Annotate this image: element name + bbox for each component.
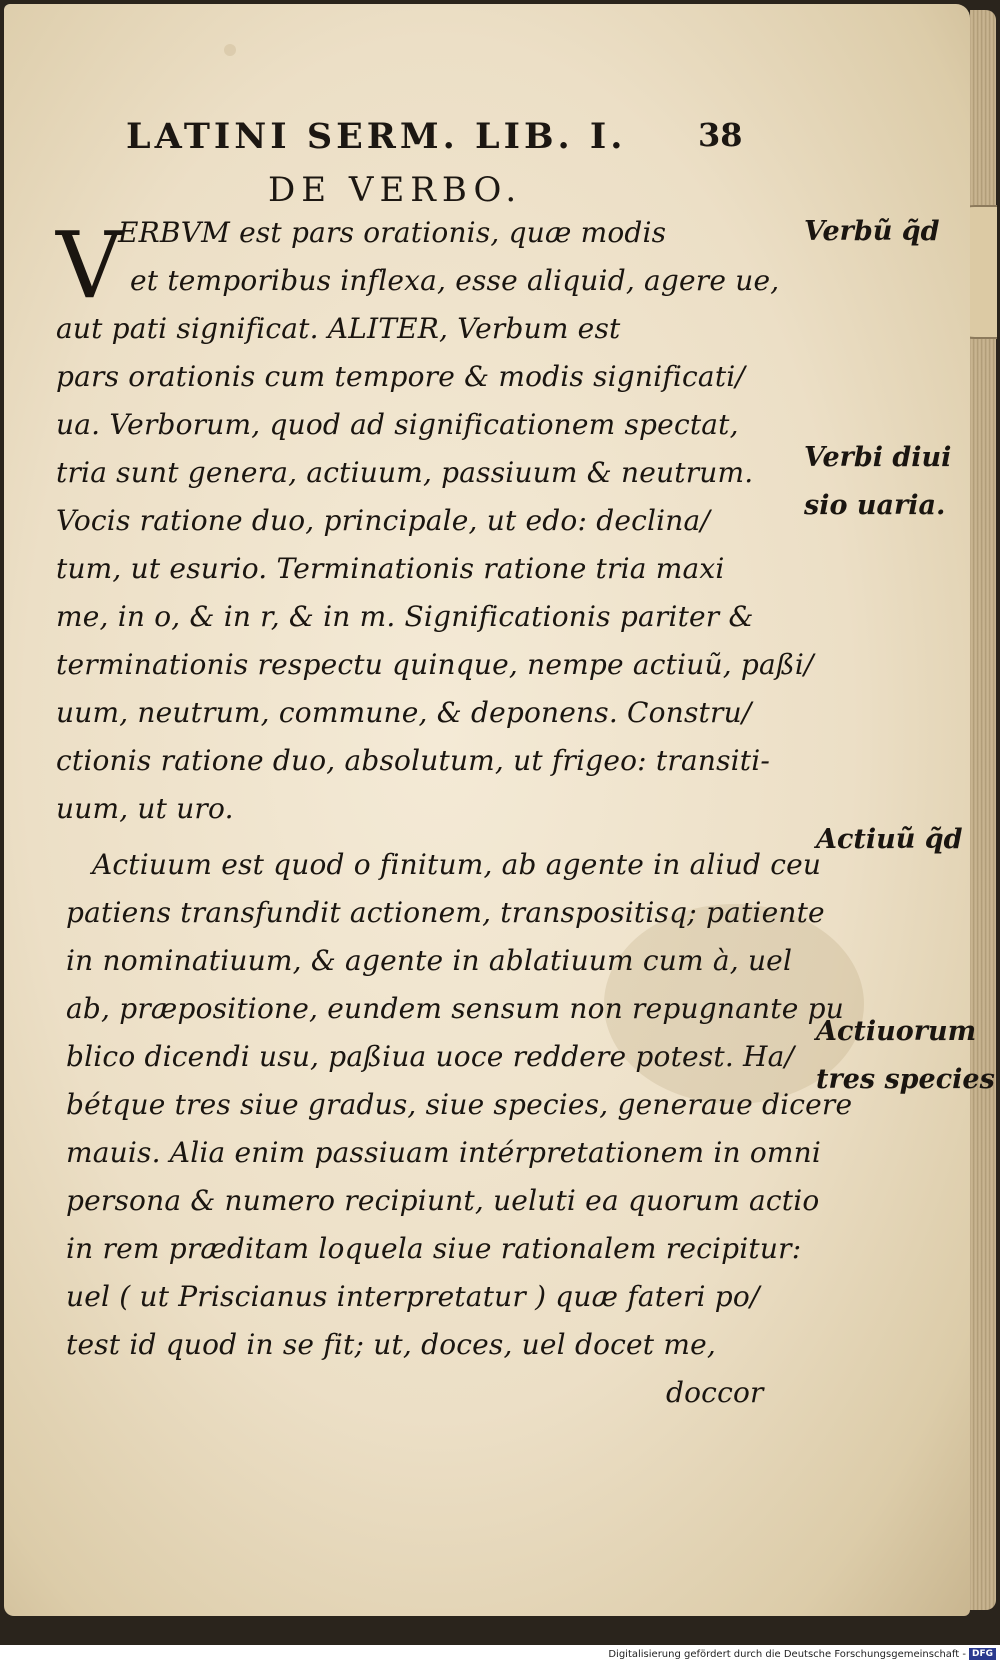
chapter-title: DE VERBO. (268, 170, 523, 210)
folio-number: 38 (698, 116, 743, 154)
text-line: et temporibus inflexa, esse aliquid, agere ue, (130, 264, 780, 297)
margin-note: Actiuorum (816, 1016, 977, 1047)
text-line: test id quod in se fit; ut, doces, uel docet me, (66, 1328, 716, 1361)
margin-note: Verbi diui (804, 442, 952, 473)
text-line: uel ( ut Priscianus interpretatur ) quæ fateri po/ (66, 1280, 760, 1313)
running-title: LATINI SERM. LIB. I. (126, 116, 627, 157)
text-line: tum, ut esurio. Terminationis ratione tria maxi (56, 552, 725, 585)
dfg-logo: DFG (969, 1648, 996, 1660)
text-line: in nominatiuum, & agente in ablatiuum cum à, uel (66, 944, 793, 977)
text-line: Vocis ratione duo, principale, ut edo: declina/ (56, 504, 711, 537)
text-line: tria sunt genera, actiuum, passiuum & neutrum. (56, 456, 754, 489)
text-line: mauis. Alia enim passiuam intérpretationem in omni (66, 1136, 822, 1169)
text-line: uum, neutrum, commune, & deponens. Constru/ (56, 696, 752, 729)
text-line: Actiuum est quod o finitum, ab agente in aliud ceu (92, 848, 822, 881)
text-line: me, in o, & in r, & in m. Significationis pariter & (56, 600, 754, 633)
margin-note: Actiuũ q̃d (816, 824, 963, 855)
stain (224, 44, 236, 56)
text-line: terminationis respectu quinque, nempe actiuũ, paßi/ (56, 648, 814, 681)
text-line: in rem præditam loquela siue rationalem recipitur: (66, 1232, 802, 1265)
text-line: ERBVM est pars orationis, quæ modis (118, 216, 667, 249)
page-header (126, 116, 743, 160)
text-line: ab, præpositione, eundem sensum non repugnante pu (66, 992, 844, 1025)
dropcap: V (56, 212, 123, 319)
text-line: persona & numero recipiunt, ueluti ea quorum actio (66, 1184, 820, 1217)
text-line: patiens transfundit actionem, transpositisq; patiente (66, 896, 825, 929)
text-line: ua. Verborum, quod ad significationem spectat, (56, 408, 739, 441)
margin-note: Verbũ q̃d (804, 216, 940, 247)
catchword: doccor (666, 1376, 764, 1409)
credit-text: Digitalisierung gefördert durch die Deutsche Forschungsgemeinschaft - (608, 1649, 966, 1660)
margin-note: tres species (816, 1064, 995, 1095)
text-line: uum, ut uro. (56, 792, 234, 825)
digitization-credit (600, 1648, 996, 1664)
text-line: aut pati significat. ALITER, Verbum est (56, 312, 621, 345)
margin-note: sio uaria. (804, 490, 946, 521)
text-line: pars orationis cum tempore & modis significati/ (56, 360, 746, 393)
text-line: blico dicendi usu, paßiua uoce reddere potest. Ha/ (66, 1040, 795, 1073)
text-line: bétque tres siue gradus, siue species, generaue dicere (66, 1088, 853, 1121)
text-line: ctionis ratione duo, absolutum, ut frigeo: transiti- (56, 744, 771, 777)
